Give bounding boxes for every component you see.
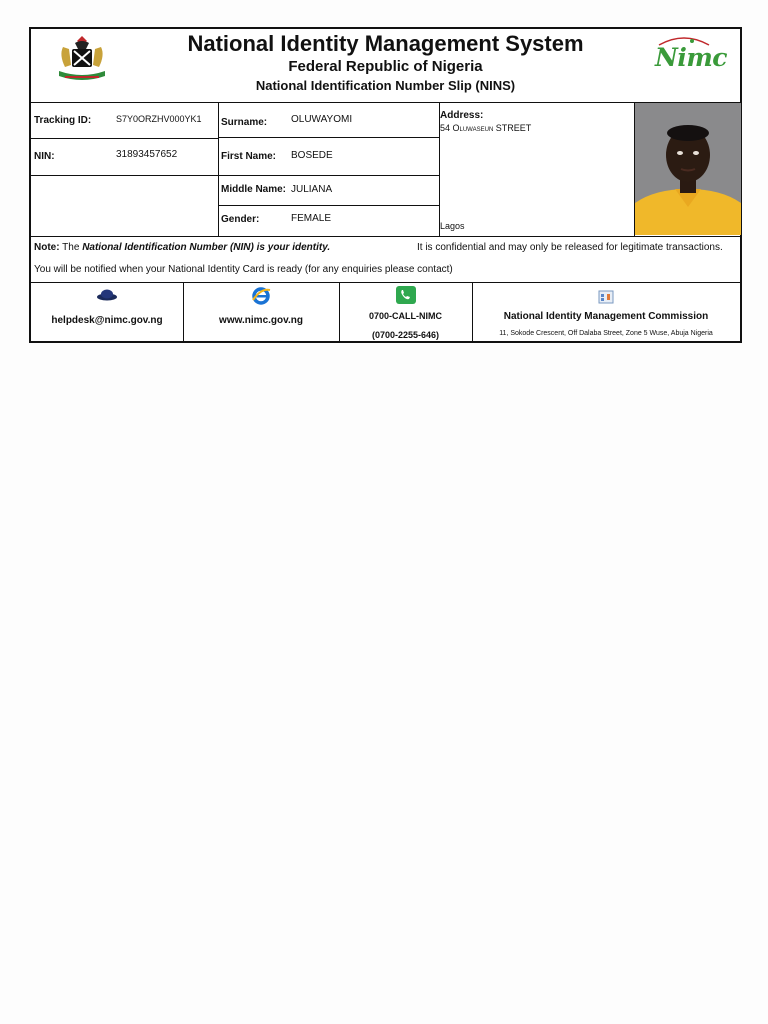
notify-text: You will be notified when your National Identity Card is ready (for any enquiries please contact) bbox=[34, 264, 453, 275]
footer-email-cell bbox=[31, 283, 183, 343]
address-label: Address: bbox=[440, 110, 484, 121]
divider bbox=[218, 102, 219, 236]
divider bbox=[218, 175, 439, 176]
internet-explorer-icon bbox=[251, 286, 271, 306]
first-name-value: BOSEDE bbox=[291, 150, 333, 161]
phone-name: 0700-CALL-NIMC bbox=[368, 311, 442, 321]
note-the: The bbox=[62, 242, 80, 253]
note-line bbox=[34, 242, 330, 253]
note-confidential: It is confidential and may only be released for legitimate transactions. bbox=[417, 242, 723, 253]
helpdesk-email[interactable]: helpdesk@nimc.gov.ng bbox=[51, 315, 163, 326]
email-cap-icon bbox=[96, 289, 118, 301]
divider bbox=[31, 236, 740, 237]
address-city: Lagos bbox=[440, 221, 465, 231]
tracking-id-label: Tracking ID: bbox=[34, 115, 92, 126]
divider bbox=[31, 175, 218, 176]
commission-address: 11, Sokode Crescent, Off Dalaba Street, Zone 5 Wuse, Abuja Nigeria bbox=[499, 330, 713, 337]
gender-label: Gender: bbox=[221, 214, 260, 225]
slip-header bbox=[31, 29, 740, 103]
phone-icon bbox=[396, 286, 416, 304]
footer-phone-cell bbox=[339, 283, 472, 343]
footer-commission-cell bbox=[472, 283, 740, 343]
divider bbox=[218, 205, 439, 206]
nin-slip bbox=[29, 27, 742, 343]
nin-label: NIN: bbox=[34, 151, 55, 162]
holder-photo bbox=[635, 103, 741, 235]
tracking-id-value: S7Y0ORZHV000YK1 bbox=[116, 114, 202, 124]
note-label: Note: bbox=[34, 242, 60, 253]
note-emphasis: National Identification Number (NIN) is your identity. bbox=[82, 242, 331, 253]
person-photo-icon bbox=[635, 103, 741, 235]
country-title: Federal Republic of Nigeria bbox=[288, 58, 483, 75]
building-icon bbox=[598, 288, 614, 304]
gender-value: FEMALE bbox=[291, 213, 332, 224]
nimc-logo-text: Nimc bbox=[655, 43, 728, 72]
surname-label: Surname: bbox=[221, 117, 268, 128]
divider bbox=[218, 137, 439, 138]
slip-title: National Identification Number Slip (NINS) bbox=[255, 78, 516, 93]
middle-name-label: Middle Name: bbox=[221, 184, 287, 195]
footer-web-cell bbox=[183, 283, 339, 343]
nin-value: 31893457652 bbox=[116, 149, 178, 160]
phone-number[interactable]: (0700-2255-646) bbox=[371, 330, 440, 340]
surname-value: OLUWAYOMI bbox=[291, 114, 353, 125]
system-title: National Identity Management System bbox=[187, 31, 584, 56]
website-link[interactable]: www.nimc.gov.ng bbox=[219, 315, 303, 326]
divider bbox=[31, 138, 218, 139]
address-line1: 54 Oluwaseun STREET bbox=[440, 123, 532, 133]
commission-name: National Identity Management Commission bbox=[503, 311, 709, 322]
first-name-label: First Name: bbox=[221, 151, 277, 162]
middle-name-value: JULIANA bbox=[291, 184, 333, 195]
